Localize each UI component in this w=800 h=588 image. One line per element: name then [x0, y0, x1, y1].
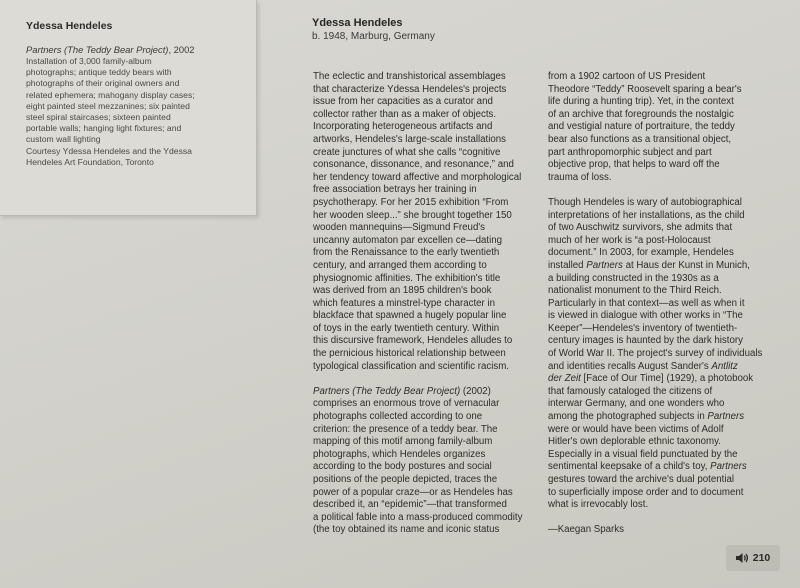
essay-line: what is irrevocably lost.	[548, 499, 649, 511]
essay-paragraph-3e	[548, 474, 788, 512]
label-detail-line: related ephemera; mahogany display cases;	[26, 89, 195, 100]
essay-line: The eclectic and transhistorical assemblages	[313, 71, 506, 82]
essay-line: this discursive framework, Hendeles alludes to	[313, 335, 513, 347]
essay-line: is viewed in dialogue with other works in “The	[548, 310, 743, 322]
essay-line: a political fable into a mass-produced commodity	[313, 511, 523, 523]
essay-line: of World War II. The project's survey of individuals	[548, 348, 763, 360]
essay-text: installed	[548, 259, 587, 271]
essay-text: (2002)	[460, 385, 491, 397]
essay-line: blackface that spawned a hugely popular line	[313, 310, 507, 322]
essay-line: Incorporating heterogeneous artifacts and	[313, 121, 493, 133]
essay-italic-title: Partners	[710, 461, 747, 473]
essay-line: her tendency toward affective and morphological	[313, 171, 522, 183]
essay-line: of an archive that foregrounds the nostalgic	[548, 108, 734, 120]
essay-line: collector rather than as a maker of objects.	[313, 108, 497, 120]
essay-line: positions of the people depicted, traces the	[313, 474, 498, 485]
essay-line: power of a popular craze—or as Hendeles has	[313, 486, 513, 498]
essay-line: typological classification and scientific racism.	[313, 360, 509, 372]
audio-stop-number: 210	[752, 552, 771, 564]
essay-line: psychotherapy. For her 2015 exhibition “From	[313, 196, 509, 208]
essay-line: create junctures of what she calls “cognitive	[313, 146, 501, 158]
essay-paragraph-2	[313, 398, 553, 537]
essay-italic-title: Partners	[586, 259, 623, 271]
essay-line: objective prop, that helps to ward off the	[548, 159, 720, 171]
essay-text: [Face of Our Time] (1929), a photobook	[580, 373, 754, 385]
essay-paragraph-3d	[548, 424, 788, 462]
essay-line: issue from her capacities as a curator and	[313, 96, 493, 108]
essay-line: Keeper”—Hendeles's inventory of twentieth-	[548, 322, 738, 334]
label-detail-line: photographs of their original owners and	[26, 78, 180, 89]
essay-line: consonance, dissonance, and resonance,” and	[313, 159, 514, 171]
label-detail-line: eight painted steel mezzanines; six painted	[26, 100, 190, 111]
essay-paragraph-3	[548, 197, 788, 260]
essay-line: the pernicious historical relationship between	[313, 348, 506, 360]
label-artwork-title	[26, 44, 248, 56]
essay-line: free association betrays her training in	[313, 184, 477, 196]
essay-line: Particularly in that context—as well as when it	[548, 297, 745, 309]
essay-line: described it, an “epidemic”—that transformed	[313, 499, 507, 511]
essay-line: artworks, Hendeles's large-scale installations	[313, 133, 506, 145]
essay-line: interwar Germany, and one wonders who	[548, 398, 725, 410]
essay-line: wooden mannequins—Sigmund Freud's	[313, 222, 486, 234]
essay-line: bear also functions as a transitional object,	[548, 133, 732, 145]
essay-line: according to the body postures and social	[313, 461, 492, 473]
essay-italic-title: der Zeit	[548, 373, 581, 385]
label-detail-line: Hendeles Art Foundation, Toronto	[26, 156, 154, 167]
essay-italic-title: Antlitz	[711, 360, 738, 372]
artist-bio: b. 1948, Marburg, Germany	[312, 31, 435, 42]
essay-line: life during a hunting trip). Yet, in the context	[548, 96, 734, 108]
essay-line: much of her work is “a post-Holocaust	[548, 234, 711, 246]
essay-paragraph-3c	[548, 386, 788, 411]
essay-line: that famously cataloged the citizens of	[548, 385, 713, 397]
essay-line: document.” In 2003, for example, Hendeles	[548, 247, 734, 259]
essay-line: century images is haunted by the dark history	[548, 335, 743, 347]
speaker-icon	[736, 552, 749, 564]
wall-text-header	[312, 16, 435, 44]
essay-line: to superficially impose order and to document	[548, 486, 744, 498]
essay-line	[313, 386, 553, 399]
essay-line: which features a minstrel-type character in	[313, 297, 495, 309]
essay-paragraph-3b	[548, 273, 788, 361]
label-title-italic: Partners (The Teddy Bear Project)	[26, 44, 169, 55]
artist-name: Ydessa Hendeles	[312, 17, 403, 29]
essay-line: that characterize Ydessa Hendeles's projects	[313, 83, 507, 95]
essay-line	[548, 461, 788, 474]
object-label	[0, 0, 257, 216]
essay-line: from the Renaissance to the early twentieth	[313, 247, 500, 259]
essay-line: physiognomic affinities. The exhibition's title	[313, 272, 501, 284]
essay-line: nationalist monument to the Third Reich.	[548, 285, 722, 297]
essay-line: interpretations of her installations, as the child	[548, 209, 745, 221]
essay-line: Though Hendeles is wary of autobiographical	[548, 196, 742, 208]
essay-left-column	[313, 71, 553, 537]
essay-italic-title: Partners	[707, 411, 745, 423]
essay-line: part anthropomorphic subject and part	[548, 146, 712, 158]
essay-line: trauma of loss.	[548, 171, 612, 183]
essay-line	[548, 373, 788, 386]
essay-paragraph-1	[313, 71, 553, 373]
essay-line: was derived from an 1895 children's book	[313, 285, 492, 297]
label-details	[26, 56, 248, 168]
essay-right-column	[548, 71, 788, 537]
label-title-year: , 2002	[168, 44, 195, 55]
label-detail-line: photographs; antique teddy bears with	[26, 67, 172, 78]
essay-line: were or would have been victims of Adolf	[548, 423, 724, 435]
essay-line: comprises an enormous trove of vernacular	[313, 398, 500, 410]
label-detail-line: Courtesy Ydessa Hendeles and the Ydessa	[26, 145, 192, 156]
essay-line	[548, 260, 788, 273]
essay-line	[548, 361, 788, 374]
essay-paragraph-2-cont	[548, 71, 788, 184]
essay-line: of toys in the early twentieth century. Within	[313, 322, 500, 334]
essay-line: century, and arranged them according to	[313, 259, 487, 271]
essay-line: uncanny automaton par excellen ce—dating	[313, 234, 503, 246]
essay-line: from a 1902 cartoon of US President	[548, 71, 706, 82]
label-detail-line: steel spiral staircases; sixteen painted	[26, 112, 171, 123]
essay-line: Especially in a visual field punctuated by the	[548, 448, 738, 460]
label-detail-line: Installation of 3,000 family-album	[26, 56, 152, 66]
essay-line: mapping of this motif among family-album	[313, 436, 493, 448]
essay-text: at Haus der Kunst in Munich,	[622, 259, 750, 271]
essay-italic-title: Partners (The Teddy Bear Project)	[313, 385, 461, 397]
essay-line: Hitler's own deplorable ethnic taxonomy.	[548, 436, 721, 448]
essay-line: her wooden sleep...” she brought together 150	[313, 209, 512, 221]
essay-line: of two Auschwitz survivors, she admits that	[548, 222, 733, 234]
essay-text: among the photographed subjects in	[548, 411, 708, 423]
essay-text: sentimental keepsake of a child's toy,	[548, 461, 711, 473]
essay-line	[548, 411, 788, 424]
essay-author: —Kaegan Sparks	[548, 524, 624, 536]
label-detail-line: portable walls; hanging light fixtures; and	[26, 123, 182, 134]
essay-text: and identities recalls August Sander's	[548, 360, 712, 372]
essay-line: and vestigial nature of portraiture, the teddy	[548, 121, 735, 133]
essay-line: Theodore “Teddy” Roosevelt sparing a bear's	[548, 83, 742, 95]
essay-line: photographs collected according to one	[313, 411, 483, 423]
essay-line: criterion: the presence of a teddy bear. The	[313, 423, 498, 435]
essay-line: gestures toward the archive's dual potential	[548, 474, 735, 485]
label-detail-line: custom wall lighting	[26, 134, 101, 145]
essay-line: photographs, which Hendeles organizes	[313, 448, 486, 460]
audio-guide-badge[interactable]	[726, 545, 780, 571]
essay-line: (the toy obtained its name and iconic status	[313, 524, 500, 536]
label-artist-name: Ydessa Hendeles	[26, 20, 113, 32]
essay-line: a building constructed in the 1930s as a	[548, 272, 719, 284]
